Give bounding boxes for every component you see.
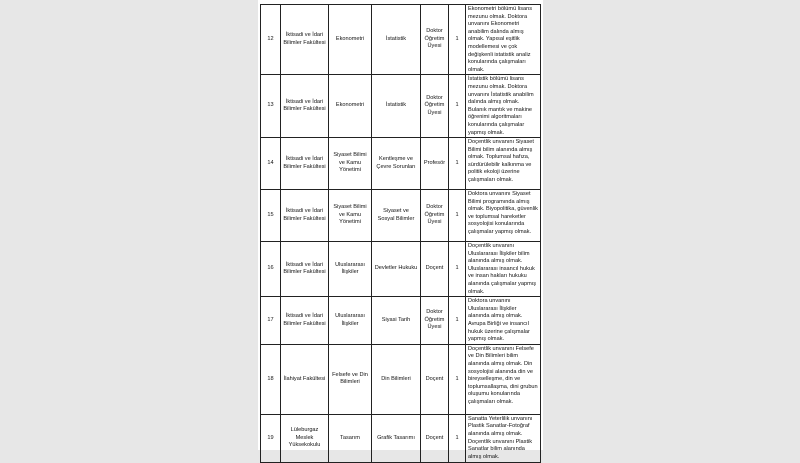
table-row — [261, 5, 541, 75]
faculty-cell: İktisadi ve İdari Bilimler Fakültesi — [281, 5, 329, 75]
field-cell: Devletler Hukuku — [372, 242, 421, 297]
field-cell: İstatistik — [372, 75, 421, 138]
title-cell: Doktor Öğretim Üyesi — [421, 190, 449, 242]
field-cell: Siyasi Tarih — [372, 297, 421, 345]
row-number: 19 — [261, 414, 281, 462]
positions-table — [260, 4, 541, 463]
faculty-cell: İlahiyat Fakültesi — [281, 344, 329, 414]
field-cell: İstatistik — [372, 5, 421, 75]
requirement-cell: Doktora unvanını Siyaset Bilimi programında almış olmak. Biyopolitika, güvenlik ve toplumsal hareketler sosyolojisi konularında çalışmalar yapmış olmak. — [466, 190, 541, 242]
count-cell: 1 — [449, 138, 466, 190]
table-row — [261, 344, 541, 414]
department-cell: Siyaset Bilimi ve Kamu Yönetimi — [329, 138, 372, 190]
title-cell: Doçent — [421, 414, 449, 462]
faculty-cell: İktisadi ve İdari Bilimler Fakültesi — [281, 297, 329, 345]
count-cell: 1 — [449, 297, 466, 345]
title-cell: Profesör — [421, 138, 449, 190]
table-row — [261, 75, 541, 138]
faculty-cell: İktisadi ve İdari Bilimler Fakültesi — [281, 75, 329, 138]
requirement-cell: Doçentlik unvanını Uluslararası İlişkiler bilim alanında almış olmak. Uluslararası insancıl hukuk ve insan hakları hukuku alanında çalışmalar yapmış olmak. — [466, 242, 541, 297]
department-cell: Siyaset Bilimi ve Kamu Yönetimi — [329, 190, 372, 242]
document-page — [258, 0, 543, 460]
row-number: 13 — [261, 75, 281, 138]
requirement-cell: Doçentlik unvanını Felsefe ve Din Bilimleri bilim alanında almış olmak. Din sosyolojisi alanında din ve bireyselleşme, din ve toplumsallaşma, dini grubun oluşumu konularında çalışmaları olmak. — [466, 344, 541, 414]
table-row — [261, 190, 541, 242]
count-cell: 1 — [449, 75, 466, 138]
count-cell: 1 — [449, 242, 466, 297]
requirement-cell: Ekonometri bölümü lisans mezunu olmak. Doktora unvanını Ekonometri anabilim dalında almış olmak. Yapısal eşitlik modellemesi ve çok değişkenli istatistik analiz konularında çalışmaları olmak. — [466, 5, 541, 75]
count-cell: 1 — [449, 5, 466, 75]
department-cell: Ekonometri — [329, 75, 372, 138]
requirement-cell: Sanatta Yeterlilik unvanını Plastik Sanatlar-Fotoğraf alanında almış olmak. Doçentlik unvanını Plastik Sanatlar bilim alanında almış olmak. — [466, 414, 541, 462]
department-cell: Uluslararası İlişkiler — [329, 242, 372, 297]
field-cell: Siyaset ve Sosyal Bilimler — [372, 190, 421, 242]
department-cell: Uluslararası İlişkiler — [329, 297, 372, 345]
title-cell: Doktor Öğretim Üyesi — [421, 75, 449, 138]
field-cell: Din Bilimleri — [372, 344, 421, 414]
count-cell: 1 — [449, 190, 466, 242]
department-cell: Tasarım — [329, 414, 372, 462]
row-number: 18 — [261, 344, 281, 414]
field-cell: Kentleşme ve Çevre Sorunları — [372, 138, 421, 190]
table-row — [261, 414, 541, 462]
row-number: 14 — [261, 138, 281, 190]
count-cell: 1 — [449, 344, 466, 414]
count-cell: 1 — [449, 414, 466, 462]
row-number: 15 — [261, 190, 281, 242]
requirement-cell: Doçentlik unvanını Siyaset Bilimi bilim alanında almış olmak. Toplumsal hafıza, sürdürülebilir kalkınma ve politik ekoloji üzerine çalışmaları olmak. — [466, 138, 541, 190]
faculty-cell: İktisadi ve İdari Bilimler Fakültesi — [281, 138, 329, 190]
field-cell: Grafik Tasarımı — [372, 414, 421, 462]
title-cell: Doktor Öğretim Üyesi — [421, 297, 449, 345]
table-row — [261, 297, 541, 345]
row-number: 17 — [261, 297, 281, 345]
department-cell: Ekonometri — [329, 5, 372, 75]
faculty-cell: Lüleburgaz Meslek Yüksekokulu — [281, 414, 329, 462]
table-row — [261, 138, 541, 190]
row-number: 16 — [261, 242, 281, 297]
title-cell: Doktor Öğretim Üyesi — [421, 5, 449, 75]
table-row — [261, 242, 541, 297]
faculty-cell: İktisadi ve İdari Bilimler Fakültesi — [281, 190, 329, 242]
requirement-cell: İstatistik bölümü lisans mezunu olmak. Doktora unvanını İstatistik anabilim dalında almış olmak. Bulanık mantık ve makine öğrenimi algoritmaları konularında çalışmalar yapmış olmak. — [466, 75, 541, 138]
requirement-cell: Doktora unvanını Uluslararası İlişkiler alanında almış olmak. Avrupa Birliği ve insancıl hukuk üzerine çalışmalar yapmış olmak. — [466, 297, 541, 345]
title-cell: Doçent — [421, 242, 449, 297]
department-cell: Felsefe ve Din Bilimleri — [329, 344, 372, 414]
title-cell: Doçent — [421, 344, 449, 414]
faculty-cell: İktisadi ve İdari Bilimler Fakültesi — [281, 242, 329, 297]
row-number: 12 — [261, 5, 281, 75]
